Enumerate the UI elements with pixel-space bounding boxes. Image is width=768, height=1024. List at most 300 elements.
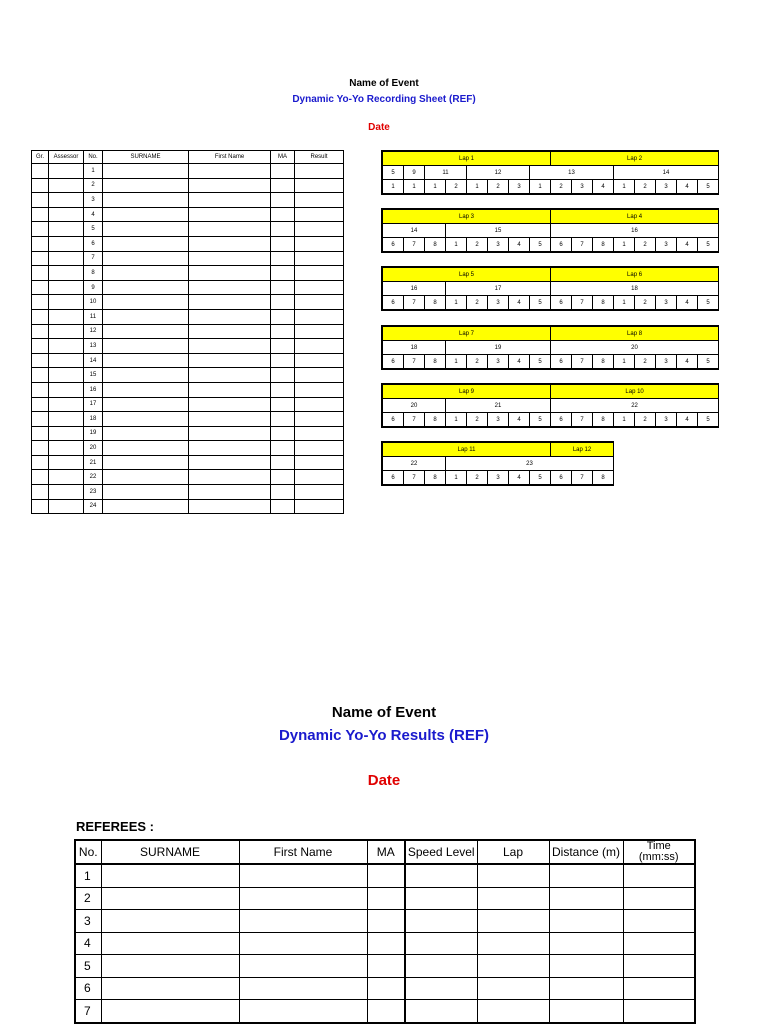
shuttle-cell[interactable]: 5 <box>698 180 719 194</box>
entry-cell[interactable] <box>271 426 295 441</box>
entry-cell[interactable] <box>239 977 367 1000</box>
entry-cell[interactable] <box>623 864 695 887</box>
entry-cell[interactable] <box>189 207 271 222</box>
entry-cell[interactable] <box>189 251 271 266</box>
entry-cell[interactable] <box>623 1000 695 1023</box>
entry-cell[interactable] <box>49 455 84 470</box>
entry-cell[interactable] <box>103 426 189 441</box>
entry-cell[interactable] <box>101 977 239 1000</box>
entry-cell[interactable] <box>271 412 295 427</box>
entry-cell[interactable] <box>295 193 344 208</box>
shuttle-cell[interactable]: 7 <box>572 471 593 485</box>
entry-cell[interactable] <box>189 178 271 193</box>
shuttle-cell[interactable]: 6 <box>551 238 572 252</box>
entry-cell[interactable] <box>271 397 295 412</box>
shuttle-cell[interactable]: 3 <box>656 180 677 194</box>
shuttle-cell[interactable]: 8 <box>425 296 446 310</box>
entry-cell[interactable] <box>295 441 344 456</box>
shuttle-cell[interactable]: 5 <box>698 355 719 369</box>
entry-cell[interactable] <box>367 1000 405 1023</box>
entry-cell[interactable] <box>49 368 84 383</box>
entry-cell[interactable] <box>623 887 695 910</box>
entry-cell[interactable] <box>49 222 84 237</box>
entry-cell[interactable] <box>239 910 367 933</box>
shuttle-cell[interactable]: 6 <box>383 413 404 427</box>
entry-cell[interactable] <box>549 864 623 887</box>
shuttle-cell[interactable]: 4 <box>677 238 698 252</box>
shuttle-cell[interactable]: 8 <box>425 238 446 252</box>
entry-cell[interactable] <box>295 382 344 397</box>
shuttle-cell[interactable]: 7 <box>404 238 425 252</box>
entry-cell[interactable] <box>103 193 189 208</box>
entry-cell[interactable] <box>101 887 239 910</box>
speed-level: 16 <box>551 224 719 238</box>
shuttle-cell[interactable]: 6 <box>383 296 404 310</box>
entry-cell[interactable] <box>549 910 623 933</box>
shuttle-cell[interactable]: 2 <box>467 355 488 369</box>
entry-cell[interactable] <box>295 164 344 179</box>
entry-cell[interactable] <box>49 339 84 354</box>
entry-cell[interactable] <box>295 499 344 514</box>
shuttle-cell[interactable]: 2 <box>488 180 509 194</box>
shuttle-cell[interactable]: 1 <box>404 180 425 194</box>
shuttle-cell[interactable]: 4 <box>509 296 530 310</box>
entry-cell[interactable] <box>32 236 49 251</box>
entry-cell[interactable] <box>623 932 695 955</box>
results-header-cell: Time (mm:ss) <box>623 840 695 864</box>
entry-cell[interactable] <box>32 222 49 237</box>
shuttle-cell[interactable]: 2 <box>635 296 656 310</box>
entry-cell[interactable] <box>271 164 295 179</box>
entry-cell[interactable] <box>49 426 84 441</box>
entry-cell[interactable] <box>295 251 344 266</box>
shuttle-cell[interactable]: 3 <box>488 355 509 369</box>
table-row <box>32 426 344 441</box>
lap-label-row <box>383 443 614 457</box>
shuttle-cell[interactable]: 1 <box>446 355 467 369</box>
entry-cell[interactable] <box>271 178 295 193</box>
entry-cell[interactable] <box>103 353 189 368</box>
entry-cell[interactable] <box>49 324 84 339</box>
shuttle-cell[interactable]: 1 <box>446 238 467 252</box>
shuttle-cell[interactable]: 4 <box>509 413 530 427</box>
entry-cell[interactable] <box>271 499 295 514</box>
entry-cell[interactable] <box>32 412 49 427</box>
table-row <box>32 470 344 485</box>
entry-cell[interactable] <box>295 178 344 193</box>
entry-cell[interactable] <box>49 193 84 208</box>
shuttle-cell[interactable]: 3 <box>488 238 509 252</box>
shuttle-cell[interactable]: 1 <box>446 471 467 485</box>
entry-cell[interactable] <box>32 485 49 500</box>
shuttle-cell[interactable]: 6 <box>551 471 572 485</box>
row-number: 17 <box>84 397 103 412</box>
entry-cell[interactable] <box>103 178 189 193</box>
entry-cell[interactable] <box>103 455 189 470</box>
entry-cell[interactable] <box>271 309 295 324</box>
entry-cell[interactable] <box>295 280 344 295</box>
row-number: 3 <box>75 910 101 933</box>
entry-cell[interactable] <box>271 207 295 222</box>
entry-cell[interactable] <box>295 455 344 470</box>
shuttle-cell[interactable]: 3 <box>656 355 677 369</box>
entry-cell[interactable] <box>49 295 84 310</box>
entry-cell[interactable] <box>189 368 271 383</box>
entry-cell[interactable] <box>295 368 344 383</box>
entry-cell[interactable] <box>32 164 49 179</box>
recording-header-cell: SURNAME <box>103 151 189 164</box>
entry-cell[interactable] <box>477 977 549 1000</box>
entry-cell[interactable] <box>101 1000 239 1023</box>
shuttle-cell[interactable]: 2 <box>467 296 488 310</box>
entry-cell[interactable] <box>405 887 477 910</box>
entry-cell[interactable] <box>295 397 344 412</box>
entry-cell[interactable] <box>405 955 477 978</box>
entry-cell[interactable] <box>271 295 295 310</box>
shuttle-cell[interactable]: 2 <box>551 180 572 194</box>
table-row <box>32 485 344 500</box>
shuttle-cell[interactable]: 2 <box>635 180 656 194</box>
table-row <box>32 499 344 514</box>
entry-cell[interactable] <box>549 1000 623 1023</box>
entry-cell[interactable] <box>32 397 49 412</box>
shuttle-cell[interactable]: 8 <box>593 296 614 310</box>
shuttle-cell[interactable]: 5 <box>698 238 719 252</box>
entry-cell[interactable] <box>103 222 189 237</box>
shuttle-cell[interactable]: 1 <box>446 413 467 427</box>
lap-label: Lap 12 <box>551 443 614 457</box>
shuttle-cell[interactable]: 7 <box>572 355 593 369</box>
entry-cell[interactable] <box>405 864 477 887</box>
shuttle-cell[interactable]: 3 <box>656 238 677 252</box>
entry-cell[interactable] <box>32 295 49 310</box>
entry-cell[interactable] <box>271 485 295 500</box>
entry-cell[interactable] <box>103 251 189 266</box>
shuttle-cell[interactable]: 2 <box>635 355 656 369</box>
entry-cell[interactable] <box>623 955 695 978</box>
shuttle-cell[interactable]: 2 <box>467 238 488 252</box>
shuttle-cell[interactable]: 4 <box>509 238 530 252</box>
shuttle-cell[interactable]: 6 <box>551 296 572 310</box>
entry-cell[interactable] <box>103 339 189 354</box>
entry-cell[interactable] <box>239 932 367 955</box>
shuttle-cell[interactable]: 6 <box>383 471 404 485</box>
entry-cell[interactable] <box>32 266 49 281</box>
shuttle-cell[interactable]: 5 <box>530 238 551 252</box>
entry-cell[interactable] <box>189 485 271 500</box>
entry-cell[interactable] <box>49 397 84 412</box>
entry-cell[interactable] <box>103 412 189 427</box>
entry-cell[interactable] <box>103 309 189 324</box>
shuttle-cell[interactable]: 7 <box>404 296 425 310</box>
shuttle-cell[interactable]: 3 <box>572 180 593 194</box>
entry-cell[interactable] <box>103 295 189 310</box>
entry-cell[interactable] <box>295 339 344 354</box>
shuttle-cell[interactable]: 4 <box>677 296 698 310</box>
entry-cell[interactable] <box>189 222 271 237</box>
entry-cell[interactable] <box>549 955 623 978</box>
entry-cell[interactable] <box>271 251 295 266</box>
entry-cell[interactable] <box>189 295 271 310</box>
entry-cell[interactable] <box>101 955 239 978</box>
entry-cell[interactable] <box>49 441 84 456</box>
shuttle-cell[interactable]: 4 <box>677 355 698 369</box>
entry-cell[interactable] <box>405 910 477 933</box>
shuttle-cell[interactable]: 3 <box>488 296 509 310</box>
entry-cell[interactable] <box>103 280 189 295</box>
shuttle-cell[interactable]: 1 <box>614 238 635 252</box>
entry-cell[interactable] <box>295 485 344 500</box>
entry-cell[interactable] <box>271 193 295 208</box>
shuttle-cell[interactable]: 5 <box>698 413 719 427</box>
shuttle-cell[interactable]: 4 <box>593 180 614 194</box>
entry-cell[interactable] <box>101 864 239 887</box>
entry-cell[interactable] <box>367 910 405 933</box>
entry-cell[interactable] <box>103 207 189 222</box>
entry-cell[interactable] <box>32 455 49 470</box>
entry-cell[interactable] <box>189 280 271 295</box>
shuttle-cell[interactable]: 7 <box>572 238 593 252</box>
entry-cell[interactable] <box>49 485 84 500</box>
entry-cell[interactable] <box>103 266 189 281</box>
entry-cell[interactable] <box>477 955 549 978</box>
entry-cell[interactable] <box>32 280 49 295</box>
entry-cell[interactable] <box>271 236 295 251</box>
shuttle-cell[interactable]: 3 <box>488 413 509 427</box>
entry-cell[interactable] <box>32 339 49 354</box>
shuttle-cell[interactable]: 1 <box>614 355 635 369</box>
entry-cell[interactable] <box>189 412 271 427</box>
entry-cell[interactable] <box>32 309 49 324</box>
entry-cell[interactable] <box>239 887 367 910</box>
shuttle-cell[interactable]: 8 <box>593 355 614 369</box>
entry-cell[interactable] <box>295 295 344 310</box>
entry-cell[interactable] <box>477 864 549 887</box>
entry-cell[interactable] <box>271 382 295 397</box>
entry-cell[interactable] <box>49 412 84 427</box>
entry-cell[interactable] <box>271 455 295 470</box>
shuttle-cell[interactable]: 1 <box>530 180 551 194</box>
entry-cell[interactable] <box>49 178 84 193</box>
entry-cell[interactable] <box>103 499 189 514</box>
entry-cell[interactable] <box>367 932 405 955</box>
entry-cell[interactable] <box>405 932 477 955</box>
entry-cell[interactable] <box>32 207 49 222</box>
entry-cell[interactable] <box>623 977 695 1000</box>
entry-cell[interactable] <box>32 251 49 266</box>
shuttle-cell[interactable]: 7 <box>572 413 593 427</box>
shuttle-cell[interactable]: 8 <box>425 413 446 427</box>
shuttle-cell[interactable]: 5 <box>530 296 551 310</box>
entry-cell[interactable] <box>49 309 84 324</box>
shuttle-cell[interactable]: 1 <box>614 413 635 427</box>
shuttle-cell[interactable]: 3 <box>488 471 509 485</box>
entry-cell[interactable] <box>103 382 189 397</box>
entry-cell[interactable] <box>295 324 344 339</box>
entry-cell[interactable] <box>271 222 295 237</box>
entry-cell[interactable] <box>295 266 344 281</box>
table-row <box>32 222 344 237</box>
entry-cell[interactable] <box>189 382 271 397</box>
shuttle-cell[interactable]: 8 <box>425 355 446 369</box>
shuttle-cell[interactable]: 5 <box>698 296 719 310</box>
entry-cell[interactable] <box>367 955 405 978</box>
entry-cell[interactable] <box>189 164 271 179</box>
shuttle-cell[interactable]: 7 <box>404 413 425 427</box>
entry-cell[interactable] <box>189 441 271 456</box>
shuttle-cell[interactable]: 2 <box>446 180 467 194</box>
shuttle-cell[interactable]: 1 <box>383 180 404 194</box>
entry-cell[interactable] <box>295 222 344 237</box>
entry-cell[interactable] <box>477 910 549 933</box>
entry-cell[interactable] <box>103 164 189 179</box>
entry-cell[interactable] <box>103 236 189 251</box>
entry-cell[interactable] <box>295 470 344 485</box>
entry-cell[interactable] <box>189 339 271 354</box>
shuttle-cell[interactable]: 1 <box>614 296 635 310</box>
entry-cell[interactable] <box>103 324 189 339</box>
entry-cell[interactable] <box>271 368 295 383</box>
entry-cell[interactable] <box>239 864 367 887</box>
entry-cell[interactable] <box>295 426 344 441</box>
entry-cell[interactable] <box>189 455 271 470</box>
entry-cell[interactable] <box>271 324 295 339</box>
entry-cell[interactable] <box>189 499 271 514</box>
entry-cell[interactable] <box>49 266 84 281</box>
shuttle-cell[interactable]: 5 <box>530 471 551 485</box>
shuttle-cell[interactable]: 3 <box>509 180 530 194</box>
entry-cell[interactable] <box>49 353 84 368</box>
entry-cell[interactable] <box>295 353 344 368</box>
entry-cell[interactable] <box>295 207 344 222</box>
entry-cell[interactable] <box>49 280 84 295</box>
entry-cell[interactable] <box>49 236 84 251</box>
shuttle-cell[interactable]: 3 <box>656 296 677 310</box>
entry-cell[interactable] <box>101 910 239 933</box>
shuttle-cell[interactable]: 8 <box>593 471 614 485</box>
entry-cell[interactable] <box>32 193 49 208</box>
entry-cell[interactable] <box>477 1000 549 1023</box>
entry-cell[interactable] <box>189 353 271 368</box>
entry-cell[interactable] <box>103 397 189 412</box>
shuttle-cell[interactable]: 1 <box>425 180 446 194</box>
entry-cell[interactable] <box>549 977 623 1000</box>
entry-cell[interactable] <box>271 470 295 485</box>
entry-cell[interactable] <box>103 441 189 456</box>
entry-cell[interactable] <box>189 236 271 251</box>
shuttle-cell[interactable]: 7 <box>572 296 593 310</box>
entry-cell[interactable] <box>49 499 84 514</box>
entry-cell[interactable] <box>189 470 271 485</box>
shuttle-cell[interactable]: 4 <box>509 471 530 485</box>
shuttle-cell[interactable]: 5 <box>530 413 551 427</box>
entry-cell[interactable] <box>295 412 344 427</box>
speed-level: 5 <box>383 166 404 180</box>
entry-cell[interactable] <box>49 382 84 397</box>
shuttle-cell[interactable]: 2 <box>635 238 656 252</box>
row-number: 1 <box>75 864 101 887</box>
shuttle-cell[interactable]: 4 <box>509 355 530 369</box>
shuttle-cell[interactable]: 6 <box>383 238 404 252</box>
entry-cell[interactable] <box>32 353 49 368</box>
shuttle-cell[interactable]: 2 <box>467 471 488 485</box>
entry-cell[interactable] <box>271 339 295 354</box>
entry-cell[interactable] <box>239 955 367 978</box>
shuttle-cell[interactable]: 2 <box>635 413 656 427</box>
entry-cell[interactable] <box>295 236 344 251</box>
entry-cell[interactable] <box>32 499 49 514</box>
entry-cell[interactable] <box>405 1000 477 1023</box>
shuttle-cell[interactable]: 8 <box>425 471 446 485</box>
entry-cell[interactable] <box>271 441 295 456</box>
entry-cell[interactable] <box>271 280 295 295</box>
shuttle-cell[interactable]: 7 <box>404 355 425 369</box>
shuttle-cell[interactable]: 3 <box>656 413 677 427</box>
entry-cell[interactable] <box>367 977 405 1000</box>
shuttle-cell[interactable]: 4 <box>677 413 698 427</box>
entry-cell[interactable] <box>103 368 189 383</box>
entry-cell[interactable] <box>239 1000 367 1023</box>
entry-cell[interactable] <box>32 178 49 193</box>
shuttle-cell[interactable]: 8 <box>593 238 614 252</box>
entry-cell[interactable] <box>477 932 549 955</box>
entry-cell[interactable] <box>549 932 623 955</box>
shuttle-cell[interactable]: 6 <box>551 413 572 427</box>
shuttle-cell[interactable]: 7 <box>404 471 425 485</box>
entry-cell[interactable] <box>32 426 49 441</box>
shuttle-cell[interactable]: 5 <box>530 355 551 369</box>
shuttle-cell[interactable]: 1 <box>446 296 467 310</box>
entry-cell[interactable] <box>189 397 271 412</box>
entry-cell[interactable] <box>32 470 49 485</box>
entry-cell[interactable] <box>271 353 295 368</box>
entry-cell[interactable] <box>189 266 271 281</box>
shuttle-cell[interactable]: 4 <box>677 180 698 194</box>
shuttle-cell[interactable]: 1 <box>614 180 635 194</box>
entry-cell[interactable] <box>101 932 239 955</box>
shuttle-cell[interactable]: 6 <box>551 355 572 369</box>
entry-cell[interactable] <box>295 309 344 324</box>
entry-cell[interactable] <box>189 324 271 339</box>
entry-cell[interactable] <box>271 266 295 281</box>
entry-cell[interactable] <box>103 485 189 500</box>
shuttle-cell[interactable]: 8 <box>593 413 614 427</box>
entry-cell[interactable] <box>32 382 49 397</box>
entry-cell[interactable] <box>49 470 84 485</box>
entry-cell[interactable] <box>405 977 477 1000</box>
shuttle-cell[interactable]: 2 <box>467 413 488 427</box>
entry-cell[interactable] <box>367 887 405 910</box>
entry-cell[interactable] <box>49 164 84 179</box>
entry-cell[interactable] <box>49 251 84 266</box>
speed-level: 20 <box>551 341 719 355</box>
entry-cell[interactable] <box>189 193 271 208</box>
entry-cell[interactable] <box>32 324 49 339</box>
entry-cell[interactable] <box>49 207 84 222</box>
entry-cell[interactable] <box>103 470 189 485</box>
entry-cell[interactable] <box>32 441 49 456</box>
row-number: 23 <box>84 485 103 500</box>
entry-cell[interactable] <box>189 426 271 441</box>
entry-cell[interactable] <box>189 309 271 324</box>
entry-cell[interactable] <box>477 887 549 910</box>
entry-cell[interactable] <box>549 887 623 910</box>
entry-cell[interactable] <box>623 910 695 933</box>
shuttle-cell[interactable]: 6 <box>383 355 404 369</box>
entry-cell[interactable] <box>32 368 49 383</box>
entry-cell[interactable] <box>367 864 405 887</box>
shuttle-cell[interactable]: 1 <box>467 180 488 194</box>
